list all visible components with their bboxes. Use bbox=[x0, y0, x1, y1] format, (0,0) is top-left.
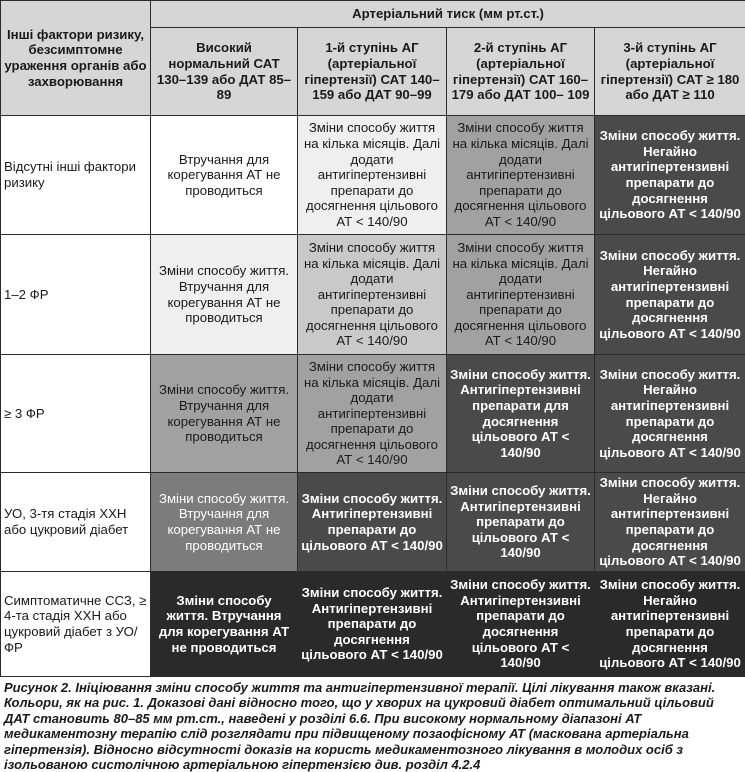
recommendation-cell: Зміни способу життя. Антигіпертензивні препарати до цільового АТ < 140/90 bbox=[447, 473, 595, 572]
recommendation-cell: Зміни способу життя на кілька місяців. Далі додати антигіпертензивні препарати до досягнення цільового АТ < 140/90 bbox=[447, 116, 595, 235]
risk-cell: Відсутні інші фактори ризику bbox=[1, 116, 151, 235]
recommendation-cell: Зміни способу життя на кілька місяців. Далі додати антигіпертензивні препарати до досягнення цільового АТ < 140/90 bbox=[298, 355, 447, 473]
recommendation-cell: Зміни способу життя. Антигіпертензивні препарати для досягнення цільового АТ < 140/90 bbox=[447, 355, 595, 473]
risk-cell: 1–2 ФР bbox=[1, 235, 151, 355]
grade3-header: 3-й ступінь АГ (артеріальної гіпертензії) САТ ≥ 180 або ДАТ ≥ 110 bbox=[595, 28, 745, 116]
recommendation-cell: Зміни способу життя. Втручання для корегування АТ не проводиться bbox=[151, 572, 298, 677]
recommendation-cell: Зміни способу життя. Антигіпертензивні препарати до цільового АТ < 140/90 bbox=[298, 473, 447, 572]
risk-cell: ≥ 3 ФР bbox=[1, 355, 151, 473]
grade2-header: 2-й ступінь АГ (артеріальної гіпертензії) САТ 160–179 або ДАТ 100– 109 bbox=[447, 28, 595, 116]
figure-caption: Рисунок 2. Ініціювання зміни способу життя та антигіпертензивної терапії. Цілі лікування також вказані. Кольори, як на рис. 1. Доказові дані відносно того, що у хворих на цукровий діабет оптимальний цільовий ДАТ становить 80–85 мм рт.ст., наведені у розділі 6.6. При високому нормальному діапазоні АТ медикаментозну терапію слід розглядати при підвищеному позаофісному АТ (маскована артеріальна гіпертензія). Відносно відсутності доказів на користь медикаментозного лікування в молодих осіб з ізольованою систолічною артеріальною гіпертензією див. розділ 4.2.4 bbox=[4, 680, 716, 772]
recommendation-cell: Зміни способу життя. Антигіпертензивні препарати до досягнення цільового АТ < 140/90 bbox=[447, 572, 595, 677]
risk-cell: Симптоматичне ССЗ, ≥ 4-та стадія ХХН або цукровий діабет з УО/ФР bbox=[1, 572, 151, 677]
table-row bbox=[1, 473, 745, 572]
risk-factor-header: Інші фактори ризику, безсимптомне ураження органів або захворювання bbox=[1, 1, 151, 116]
table-row bbox=[1, 572, 745, 677]
table-row bbox=[1, 235, 745, 355]
recommendation-cell: Втручання для корегування АТ не проводиться bbox=[151, 116, 298, 235]
recommendation-cell: Зміни способу життя на кілька місяців. Далі додати антигіпертензивні препарати до досягнення цільового АТ < 140/90 bbox=[447, 235, 595, 355]
recommendation-cell: Зміни способу життя. Негайно антигіпертензивні препарати до досягнення цільового АТ < 140/90 bbox=[595, 116, 745, 235]
recommendation-cell: Зміни способу життя. Втручання для корегування АТ не проводиться bbox=[151, 355, 298, 473]
recommendation-cell: Зміни способу життя. Негайно антигіпертензивні препарати до досягнення цільового АТ < 140/90 bbox=[595, 235, 745, 355]
grade1-header: 1-й ступінь АГ (артеріальної гіпертензії) САТ 140–159 або ДАТ 90–99 bbox=[298, 28, 447, 116]
recommendation-cell: Зміни способу життя на кілька місяців. Далі додати антигіпертензивні препарати до досягнення цільового АТ < 140/90 bbox=[298, 116, 447, 235]
blood-pressure-header: Артеріальний тиск (мм рт.ст.) bbox=[151, 1, 745, 28]
recommendation-cell: Зміни способу життя. Антигіпертензивні препарати до досягнення цільового АТ < 140/90 bbox=[298, 572, 447, 677]
recommendation-cell: Зміни способу життя. Негайно антигіпертензивні препарати до досягнення цільового АТ < 140/90 bbox=[595, 355, 745, 473]
table-row bbox=[1, 355, 745, 473]
recommendation-cell: Зміни способу життя на кілька місяців. Далі додати антигіпертензивні препарати до досягнення цільового АТ < 140/90 bbox=[298, 235, 447, 355]
high-normal-header: Високий нормальний САТ 130–139 або ДАТ 85–89 bbox=[151, 28, 298, 116]
recommendation-cell: Зміни способу життя. Негайно антигіпертензивні препарати до досягнення цільового АТ < 140/90 bbox=[595, 572, 745, 677]
risk-cell: УО, 3-тя стадія ХХН або цукровий діабет bbox=[1, 473, 151, 572]
recommendation-cell: Зміни способу життя. Негайно антигіпертензивні препарати до досягнення цільового АТ < 140/90 bbox=[595, 473, 745, 572]
table-row bbox=[1, 116, 745, 235]
recommendation-cell: Зміни способу життя. Втручання для корегування АТ не проводиться bbox=[151, 473, 298, 572]
recommendation-cell: Зміни способу життя. Втручання для корегування АТ не проводиться bbox=[151, 235, 298, 355]
